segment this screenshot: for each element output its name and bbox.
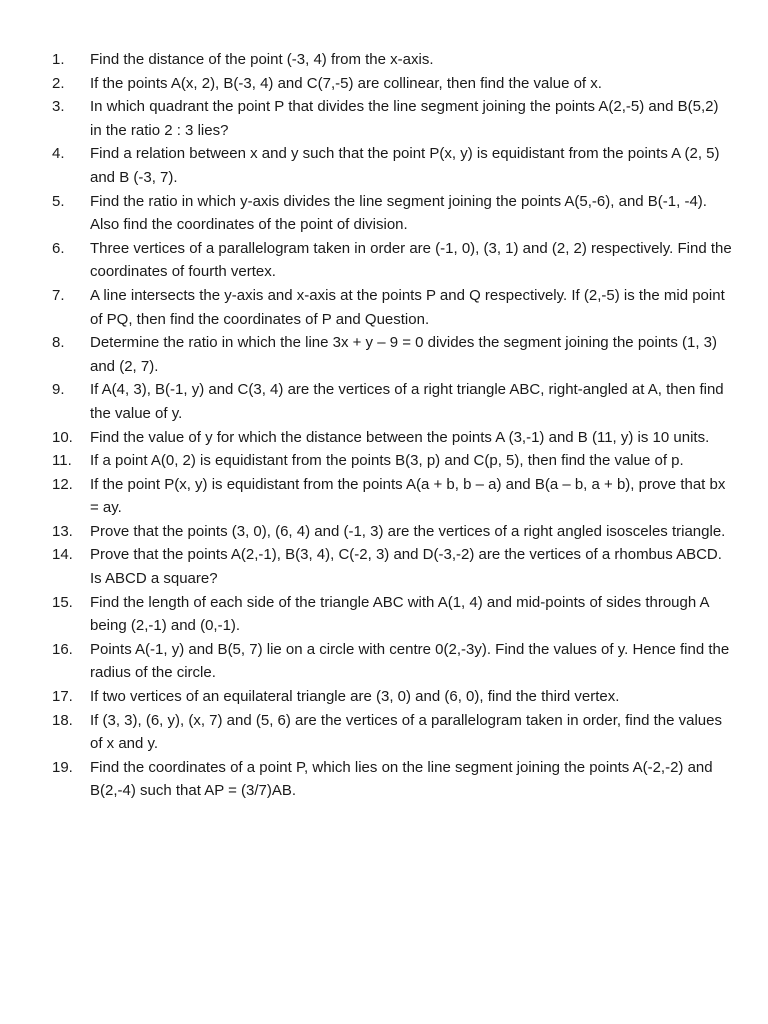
question-text: If A(4, 3), B(-1, y) and C(3, 4) are the vertices of a right triangle ABC, right-angled at A, then find the value of y. — [90, 381, 724, 422]
question-text: If the points A(x, 2), B(-3, 4) and C(7,-5) are collinear, then find the value of x. — [90, 74, 602, 92]
question-text: Determine the ratio in which the line 3x + y – 9 = 0 divides the segment joining the points (1, 3) and (2, 7). — [90, 334, 718, 375]
question-number: 8. — [52, 334, 65, 352]
question-item — [52, 543, 732, 590]
question-number: 11. — [52, 452, 72, 470]
question-number: 19. — [52, 758, 73, 776]
question-number: 10. — [52, 428, 73, 446]
question-item — [52, 473, 732, 520]
question-item — [52, 638, 732, 685]
question-item — [52, 591, 732, 638]
question-item — [52, 426, 732, 450]
question-list — [52, 48, 732, 803]
question-text: If two vertices of an equilateral triangle are (3, 0) and (6, 0), find the third vertex. — [90, 688, 620, 706]
question-text: Prove that the points (3, 0), (6, 4) and (-1, 3) are the vertices of a right angled isosceles triangle. — [90, 522, 726, 540]
question-number: 9. — [52, 381, 65, 399]
question-item — [52, 756, 732, 803]
question-text: Find the coordinates of a point P, which lies on the line segment joining the points A(-2,-2) and B(2,-4) such that AP = (3/7)AB. — [90, 758, 713, 800]
question-item — [52, 284, 732, 331]
question-text: Find the length of each side of the triangle ABC with A(1, 4) and mid-points of sides through A being (2,-1) and (0,-1). — [90, 593, 709, 635]
question-text: In which quadrant the point P that divides the line segment joining the points A(2,-5) and B(5,2) in the ratio 2 : 3 lies? — [90, 98, 719, 139]
question-number: 6. — [52, 239, 65, 257]
question-number: 18. — [52, 711, 73, 729]
question-item — [52, 48, 732, 72]
question-number: 7. — [52, 286, 65, 304]
question-item — [52, 142, 732, 189]
question-item — [52, 520, 732, 544]
question-item — [52, 709, 732, 756]
question-item — [52, 449, 732, 473]
question-text: Find the distance of the point (-3, 4) from the x-axis. — [90, 51, 434, 68]
question-text: If (3, 3), (6, y), (x, 7) and (5, 6) are the vertices of a parallelogram taken in order, find the values of x and y. — [90, 711, 722, 753]
question-item — [52, 72, 732, 96]
question-text: Prove that the points A(2,-1), B(3, 4), C(-2, 3) and D(-3,-2) are the vertices of a rhombus ABCD. Is ABCD a square? — [90, 546, 722, 588]
question-number: 14. — [52, 546, 73, 564]
question-text: If the point P(x, y) is equidistant from the points A(a + b, b – a) and B(a – b, a + b), prove that bx = ay. — [90, 475, 726, 517]
question-number: 16. — [52, 640, 73, 658]
question-number: 12. — [52, 475, 73, 493]
question-number: 15. — [52, 593, 73, 611]
question-item — [52, 190, 732, 237]
question-item — [52, 331, 732, 378]
question-number: 2. — [52, 74, 65, 92]
question-item — [52, 237, 732, 284]
question-item — [52, 685, 732, 709]
question-number: 17. — [52, 688, 73, 706]
question-item — [52, 378, 732, 425]
question-number: 1. — [52, 51, 65, 68]
question-number: 13. — [52, 522, 73, 540]
question-text: Find the ratio in which y-axis divides the line segment joining the points A(5,-6), and B(-1, -4). Also find the coordinates of the point of division. — [90, 192, 707, 234]
question-number: 4. — [52, 145, 65, 163]
question-text: Three vertices of a parallelogram taken in order are (-1, 0), (3, 1) and (2, 2) respectively. Find the coordinates of fourth vertex. — [90, 239, 732, 281]
question-text: Points A(-1, y) and B(5, 7) lie on a circle with centre 0(2,-3y). Find the values of y. Hence find the radius of the circle. — [90, 640, 730, 682]
question-text: Find the value of y for which the distance between the points A (3,-1) and B (11, y) is 10 units. — [90, 428, 710, 446]
question-number: 5. — [52, 192, 65, 210]
question-text: Find a relation between x and y such that the point P(x, y) is equidistant from the points A (2, 5) and B (-3, 7). — [90, 145, 720, 186]
question-number: 3. — [52, 98, 65, 116]
question-text: If a point A(0, 2) is equidistant from the points B(3, p) and C(p, 5), then find the value of p. — [90, 452, 684, 470]
question-text: A line intersects the y-axis and x-axis at the points P and Q respectively. If (2,-5) is the mid point of PQ, then find the coordinates of P and Question. — [90, 286, 725, 328]
question-item — [52, 95, 732, 142]
